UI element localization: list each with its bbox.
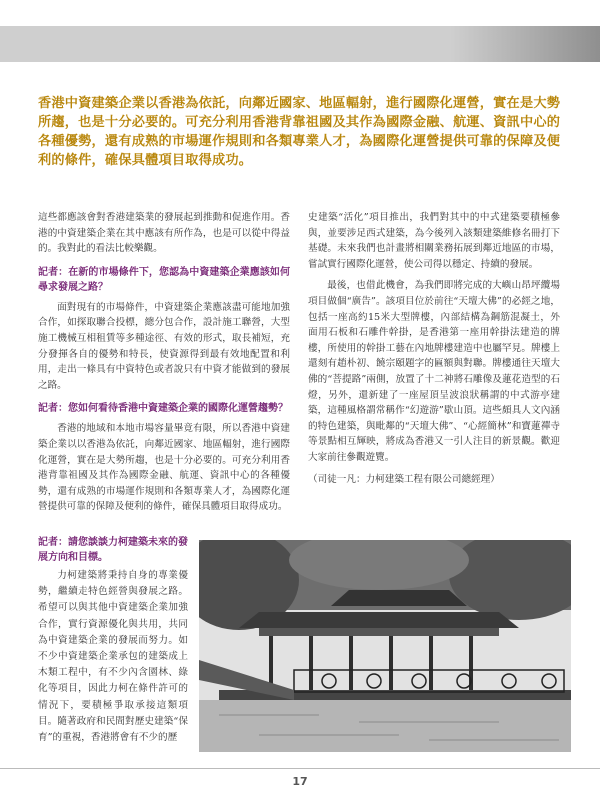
- pavilion-photo-illustration: [199, 540, 571, 752]
- left-paragraph-1: 這些都應該會對香港建築業的發展起到推動和促進作用。香港的中資建築企業在其中應該有所作為，也是可以從中得益的。我對此的看法比較樂觀。: [38, 212, 290, 255]
- answer-paragraph-2: 香港的地域和本地市場容量畢竟有限，所以香港中資建築企業以以香港為依託，向鄰近國家、地區輻射，進行國際化運營，實在是大勢所趨，也是十分必要的。可充分利用香港背靠祖國及其作為國際金融、航運、資訊中心的各種優勢，還有成熟的市場運作規則和各類專業人才，為國際化運營提供可靠的保障及便利的條件，確保具體項目取得成功。: [38, 423, 290, 513]
- answer-paragraph-1: 面對現有的市場條件，中資建築企業應該盡可能地加強合作，如探取聯合投標，總分包合作，設計施工聯營，大型施工機械互相租賃等多種途徑、有效的形式，取長補短，充分發揮各自的優勢和特長，使資源得到最有效地配置和利用，走出一條具有中資特色或者說只有中資才能做到的發展之路。: [38, 301, 290, 391]
- question-heading-3: 記者：請您談談力柯建築未來的發展方向和目標。: [38, 537, 188, 563]
- narrow-column: [38, 568, 188, 746]
- answer-paragraph-3: 力柯建築將秉持自身的專業優勢，繼續走特色經營與發展之路。希望可以與其他中資建築企業加強合作，實行資源優化與共用，共同為中資建築企業的發展而努力。如不少中資建築企業承包的建築成上木類工程中，有不少內含園林、綠化等項目，因此力柯在條件許可的情況下，要積極爭取承接這類項目。隨著政府和民間對歷史建築“保育”的重視，香港將會有不少的歷: [38, 570, 188, 744]
- question-heading-2: 記者：您如何看待香港中資建築企業的國際化運營趨勢？: [38, 403, 288, 415]
- page-number: 17: [292, 775, 308, 788]
- lead-paragraph: 香港中資建築企業以香港為依託，向鄰近國家、地區輻射，進行國際化運營，實在是大勢所趨，也是十分必要的。可充分利用香港背靠祖國及其作為國際金融、航運、資訊中心的各種優勢，還有成熟的市場運作規則和各類專業人才，為國際化運營提供可靠的保障及便利的條件，確保具體項目取得成功。: [38, 96, 561, 168]
- header-band-accent: [450, 26, 600, 62]
- header-band: [0, 26, 600, 62]
- signature-line: （司徒一凡：力柯建築工程有限公司總經理）: [308, 473, 500, 485]
- right-column: [308, 210, 560, 493]
- footer-rule: [0, 768, 600, 769]
- question-heading-1: 記者：在新的市場條件下，您認為中資建築企業應該如何尋求發展之路？: [38, 266, 290, 293]
- left-column: [38, 210, 290, 521]
- pavilion-photo: [199, 540, 571, 752]
- right-paragraph-2: 最後，也借此機會，為我們即將完成的大嶼山昂坪纜場項目做個“廣告”。該項目位於前往“天壇大佛”的必經之地，包括一座高約15米大型牌樓，內部結構為鋼筋混凝土，外面用石板和石雕件幹掛，是香港第一座用幹掛法建造的牌樓，所使用的幹掛工藝在內地牌樓建造中也屬罕見。牌樓上還刻有趙朴初、饒宗頤題字的匾額與對聯。牌樓通往天壇大佛的“菩提路”兩側，放置了十二神將石雕像及蓮花造型的石燈，另外，還新建了一座屋頂呈波浪狀稱謂的中式游亭建築，這種風格謂常稱作“幻遊游”歇山頂。這些頗具人文內涵的特色建築，與毗鄰的“天壇大佛”、“心經簡林”和寶蓮禪寺等景點相互輝映，將成為香港又一引人注目的新景觀。歡迎大家前往參觀遊覽。: [308, 280, 560, 463]
- right-paragraph-1: 史建築“活化”項目推出，我們對其中的中式建築要積極參與，並要涉足西式建築，為今後列入該類建築維修名冊打下基礎。未來我們也計畫將相關業務拓展到鄰近地區的市場，嘗試實行國際化運營，使公司得以穩定、持續的發展。: [308, 212, 560, 270]
